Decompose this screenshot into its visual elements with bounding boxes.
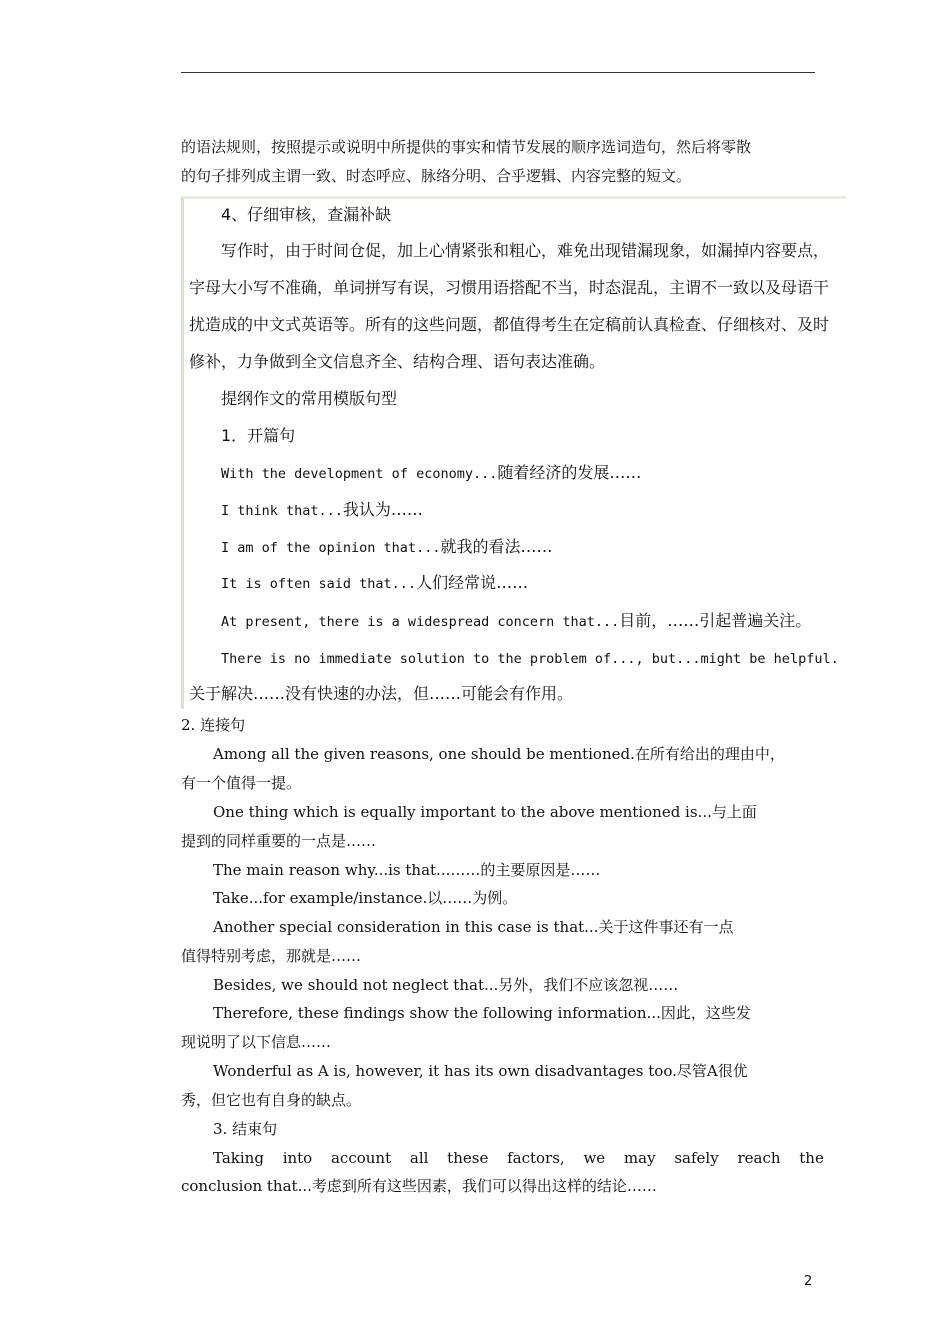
paragraph-line-3: 扰造成的中文式英语等。所有的这些问题，都值得考生在定稿前认真检查、仔细核对、及时: [189, 315, 830, 334]
opener-line: [221, 648, 839, 669]
opener-zh: 随着经济的发展……: [497, 463, 642, 482]
opener-en: I am of the opinion that...: [221, 540, 441, 556]
closing-line: Taking into account all these factors, we may safely reach the: [213, 1149, 824, 1167]
opener-line: [221, 537, 552, 558]
linking-line: Besides, we should not neglect that...另外，我们不应该忽视……: [213, 976, 679, 994]
linking-line: Another special consideration in this case is that...关于这件事还有一点: [213, 918, 734, 936]
paragraph-line-1: 写作时，由于时间仓促，加上心情紧张和粗心，难免出现错漏现象，如漏掉内容要点，: [221, 241, 830, 260]
opener-zh: 人们经常说……: [416, 573, 529, 592]
section-heading-4: 4、仔细审核，查漏补缺: [221, 205, 392, 224]
paragraph-line-4: 修补，力争做到全文信息齐全、结构合理、语句表达准确。: [189, 352, 606, 371]
opener-line: [221, 611, 811, 632]
page-number: 2: [804, 1274, 813, 1289]
intro-line-2: 的句子排列成主谓一致、时态呼应、脉络分明、合乎逻辑、内容完整的短文。: [181, 167, 692, 185]
opener-en: There is no immediate solution to the problem of..., but...might be helpful.: [221, 651, 839, 667]
linking-line: Take...for example/instance.以……为例。: [213, 889, 518, 907]
linking-line: The main reason why...is that...……的主要原因是……: [213, 861, 601, 879]
opener-en: At present, there is a widespread concern that...: [221, 614, 620, 630]
opener-zh: 我认为……: [342, 500, 423, 519]
template-title: 提纲作文的常用模版句型: [221, 389, 398, 408]
linking-line: Among all the given reasons, one should be mentioned.在所有给出的理由中，: [213, 745, 785, 763]
opener-en: It is often said that...: [221, 576, 417, 592]
section-2-title: 2. 连接句: [181, 716, 246, 734]
linking-line: 提到的同样重要的一点是……: [181, 832, 377, 850]
opener-zh: 目前，……引起普遍关注。: [619, 611, 812, 630]
header-rule: [181, 72, 815, 73]
closing-line: conclusion that...考虑到所有这些因素，我们可以得出这样的结论……: [181, 1177, 657, 1195]
opener-en: With the development of economy...: [221, 466, 498, 482]
opener-zh: 就我的看法……: [440, 537, 553, 556]
linking-line: 值得特别考虑，那就是……: [181, 947, 362, 965]
linking-line: Wonderful as A is, however, it has its own disadvantages too.尽管A很优: [213, 1062, 748, 1080]
paragraph-line-2: 字母大小写不准确，单词拼写有误，习惯用语搭配不当，时态混乱，主谓不一致以及母语干: [189, 278, 830, 297]
linking-line: 现说明了以下信息……: [181, 1033, 332, 1051]
opener-en: I think that...: [221, 503, 343, 519]
linking-line: 秀，但它也有自身的缺点。: [181, 1091, 362, 1109]
linking-line: Therefore, these findings show the following information...因此，这些发: [213, 1004, 751, 1022]
linking-line: One thing which is equally important to the above mentioned is...与上面: [213, 803, 757, 821]
section-1-title: 1．开篇句: [221, 426, 296, 445]
opener-line: [221, 573, 528, 594]
highlighted-block: [181, 196, 846, 709]
opener-line: [221, 500, 423, 521]
linking-line: 有一个值得一提。: [181, 774, 302, 792]
opener-line: [221, 463, 641, 484]
intro-line-1: 的语法规则，按照提示或说明中所提供的事实和情节发展的顺序选词造句，然后将零散: [181, 138, 752, 156]
opener-last-zh: 关于解决……没有快速的办法，但……可能会有作用。: [189, 684, 574, 703]
section-3-title: 3. 结束句: [213, 1120, 278, 1138]
